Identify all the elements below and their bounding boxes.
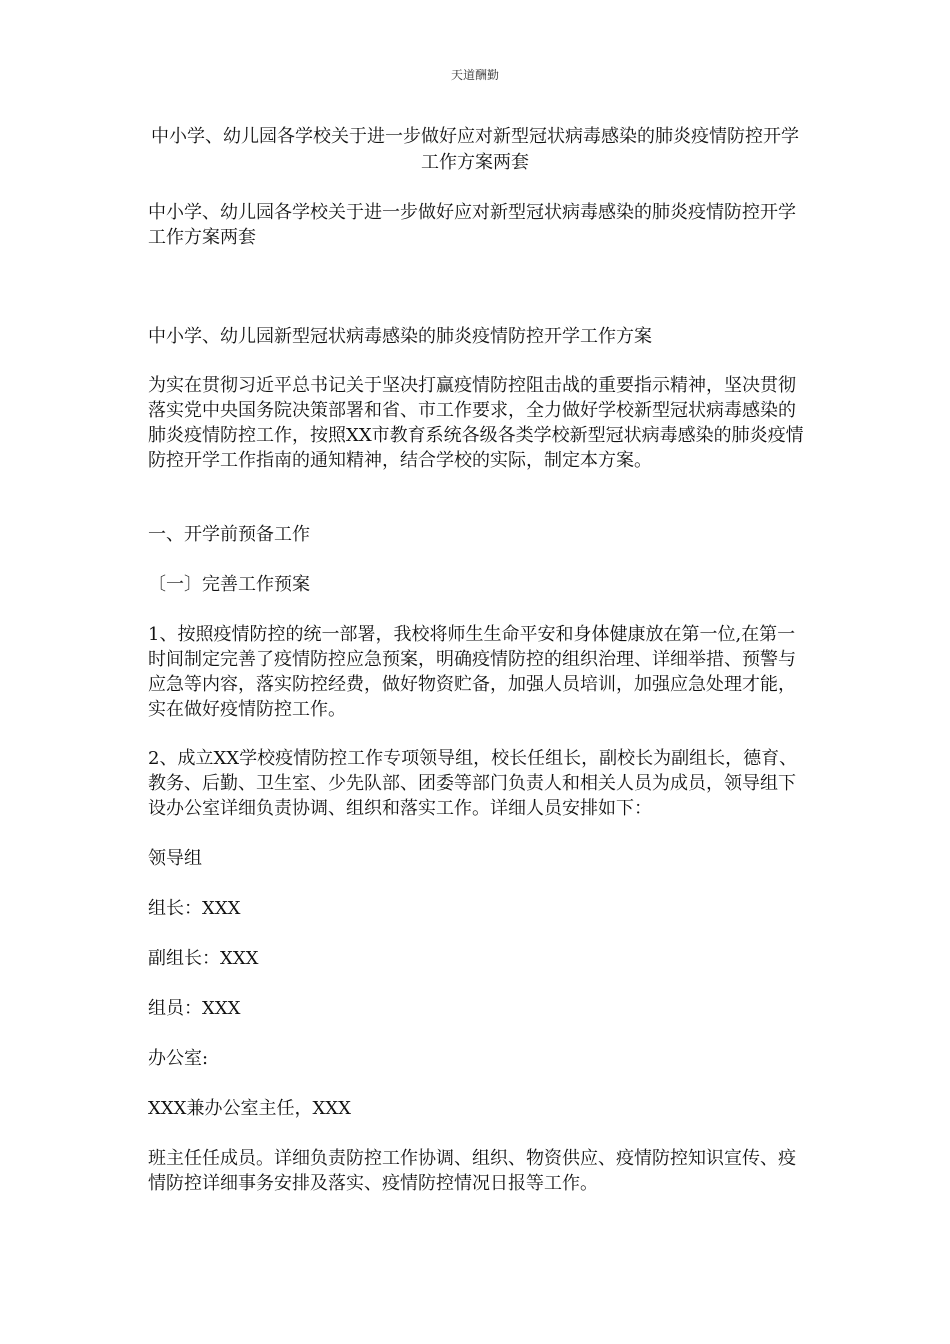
class-teachers-text: 班主任任成员。详细负责防控工作协调、组织、物资供应、疫情防控知识宣传、疫情防控详细事务安排及落实、疫情防控情况日报等工作。 [148, 1148, 796, 1194]
intro-paragraph [148, 373, 808, 473]
class-teachers-paragraph [148, 1146, 808, 1196]
leader-group-text: 领导组 [148, 848, 202, 869]
subsection-1-text: 〔一〕完善工作预案 [148, 574, 310, 595]
document-subtitle [148, 200, 808, 250]
section-1-text: 一、开学前预备工作 [148, 524, 310, 545]
plan-heading-text: 中小学、幼儿园新型冠状病毒感染的肺炎疫情防控开学工作方案 [148, 326, 652, 347]
leader-group-label [148, 846, 808, 871]
item-1-paragraph [148, 622, 808, 722]
item-1-text: 1、按照疫情防控的统一部署，我校将师生生命平安和身体健康放在第一位,在第一时间制定完善了疫情防控应急预案，明确疫情防控的组织治理、详细举措、预警与应急等内容，落实防控经费，做好物资贮备，加强人员培训，加强应急处理才能，实在做好疫情防控工作。 [148, 624, 796, 720]
item-2-paragraph [148, 746, 808, 821]
subsection-1-heading [148, 572, 808, 597]
member-text: 组员：XXX [148, 998, 241, 1019]
page-header: 天道酬勤 [450, 68, 499, 82]
document-title: 中小学、幼儿园各学校关于进一步做好应对新型冠状病毒感染的肺炎疫情防控开学工作方案两套 [151, 126, 799, 173]
member-line [148, 996, 808, 1021]
plan-heading [148, 324, 808, 349]
office-director-line [148, 1096, 808, 1121]
group-head-text: 组长：XXX [148, 898, 241, 919]
item-2-text: 2、成立XX学校疫情防控工作专项领导组，校长任组长，副校长为副组长，德育、教务、后勤、卫生室、少先队部、团委等部门负责人和相关人员为成员，领导组下设办公室详细负责协调、组织和落实工作。详细人员安排如下： [148, 748, 798, 819]
office-director-text: XXX兼办公室主任，XXX [148, 1098, 351, 1119]
office-label [148, 1046, 808, 1071]
deputy-head-text: 副组长：XXX [148, 948, 259, 969]
group-head-line [148, 896, 808, 921]
deputy-head-line [148, 946, 808, 971]
office-text: 办公室: [148, 1048, 209, 1069]
intro-text: 为实在贯彻习近平总书记关于坚决打赢疫情防控阻击战的重要指示精神，坚决贯彻落实党中央国务院决策部署和省、市工作要求，全力做好学校新型冠状病毒感染的肺炎疫情防控工作，按照XX市教育系统各级各类学校新型冠状病毒感染的肺炎疫情防控开学工作指南的通知精神，结合学校的实际，制定本方案。 [148, 375, 804, 471]
subtitle-text: 中小学、幼儿园各学校关于进一步做好应对新型冠状病毒感染的肺炎疫情防控开学工作方案两套 [148, 202, 796, 248]
section-1-heading [148, 522, 808, 547]
